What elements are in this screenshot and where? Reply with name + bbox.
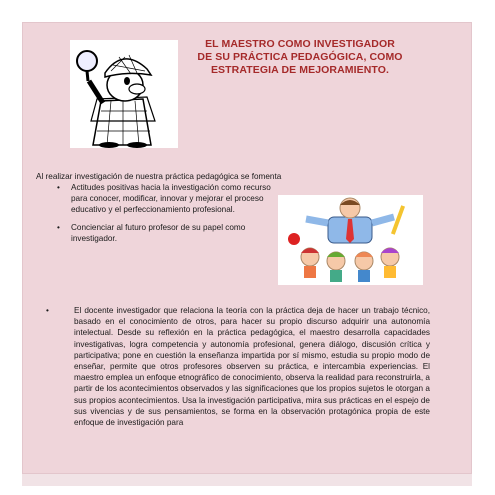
detective-icon bbox=[71, 41, 179, 149]
page-title bbox=[180, 38, 420, 77]
title-line-2: DE SU PRÁCTICA PEDAGÓGICA, COMO bbox=[197, 51, 403, 63]
bullet-icon: • bbox=[57, 223, 60, 233]
children-icon bbox=[278, 195, 423, 285]
paragraph-bullet bbox=[46, 305, 430, 428]
paragraph-text: El docente investigador que relaciona la teoría con la práctica deja de hacer un trabajo técnico, basado en el conocimiento de otros, para hacer su propio discurso adquirir una autonomía intelectual. Desde su reflexión en la práctica pedagógica, el maestro desarrolla capacidades investigativas, logra competencia y autonomía profesional, genera diálogo, discusión crítica y participativa; pone en cuestión la enseñanza impartida por sí mismo, estudia su propio modo de enseñar, permite que otros profesores observen su práctica, e intercambia experiencias. El maestro emplea un enfoque etnográfico de conocimiento, observa la realidad para reconstruirla, a partir de los acontecimientos observados y las significaciones que los propios sujetos le otorgan a sus propios acontecimientos. Usa la investigación participativa, mira sus prácticas en el espejo de sus vivencias y de sus pensamientos, se forma en la observación protagónica propia de este enfoque de investigación para bbox=[74, 306, 430, 428]
intro-text: Al realizar investigación de nuestra práctica pedagógica se fomenta bbox=[36, 172, 282, 181]
bullet-icon: • bbox=[46, 306, 49, 315]
bullet-text: Actitudes positivas hacia la investigación como recurso para conocer, modificar, innovar y mejorar el proceso educativo y el perfeccionamiento profesional. bbox=[71, 183, 271, 214]
kids-illustration bbox=[278, 195, 423, 285]
title-line-1: EL MAESTRO COMO INVESTIGADOR bbox=[205, 38, 395, 50]
bullet-item-awareness bbox=[55, 223, 281, 245]
bullet-text: Concienciar al futuro profesor de su papel como investigador. bbox=[71, 223, 246, 244]
detective-illustration bbox=[70, 40, 178, 148]
page-bottom-edge bbox=[22, 474, 472, 486]
bullet-icon: • bbox=[57, 183, 60, 192]
title-line-3: ESTRATEGIA DE MEJORAMIENTO. bbox=[210, 64, 390, 76]
